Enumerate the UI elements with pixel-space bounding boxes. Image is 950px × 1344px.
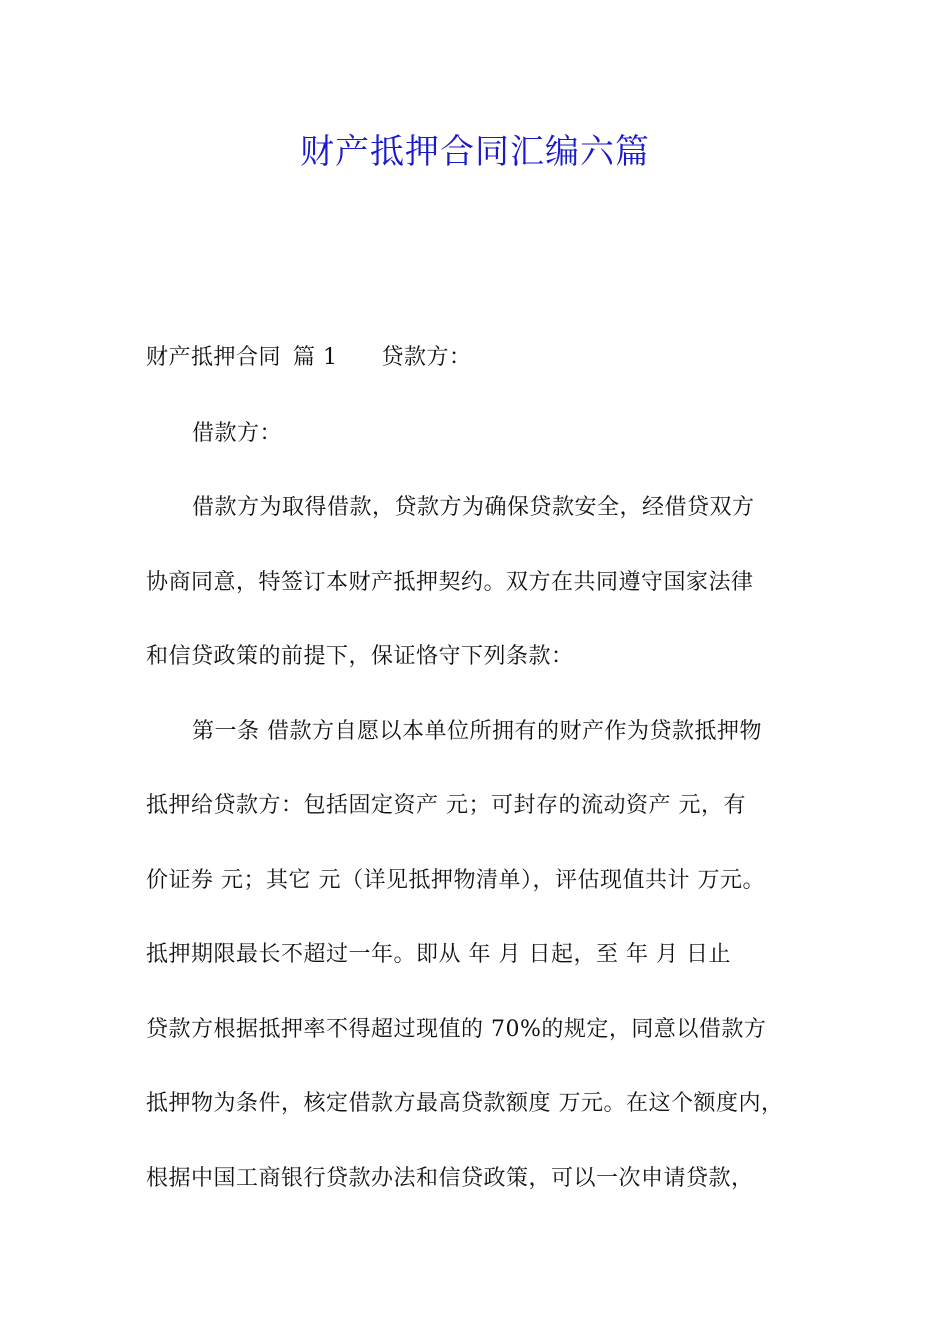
paragraph-line: 借款方为取得借款，贷款方为确保贷款安全，经借贷双方 xyxy=(192,495,755,520)
part-number: 篇 1 xyxy=(293,345,338,370)
borrower-label: 借款方： xyxy=(192,421,283,446)
article-line: 根据中国工商银行贷款办法和信贷政策，可以一次申请贷款， xyxy=(146,1166,754,1191)
article-line: 第一条 借款方自愿以本单位所拥有的财产作为贷款抵押物 xyxy=(192,719,762,744)
paragraph-line: 和信贷政策的前提下，保证恪守下列条款： xyxy=(146,644,574,669)
contract-heading: 财产抵押合同 xyxy=(146,345,282,370)
lender-label: 贷款方： xyxy=(381,345,472,370)
header-line xyxy=(146,342,472,374)
document-title: 财产抵押合同汇编六篇 xyxy=(300,132,650,172)
article-line: 抵押物为条件，核定借款方最高贷款额度 万元。在这个额度内， xyxy=(146,1091,784,1116)
paragraph-line: 协商同意，特签订本财产抵押契约。双方在共同遵守国家法律 xyxy=(146,570,754,595)
article-line: 贷款方根据抵押率不得超过现值的 70%的规定，同意以借款方 xyxy=(146,1017,767,1042)
article-line: 价证券 元；其它 元（详见抵押物清单），评估现值共计 万元。 xyxy=(146,868,765,893)
article-line: 抵押期限最长不超过一年。即从 年 月 日起，至 年 月 日止 xyxy=(146,942,731,967)
article-line: 抵押给贷款方：包括固定资产 元；可封存的流动资产 元，有 xyxy=(146,793,746,818)
